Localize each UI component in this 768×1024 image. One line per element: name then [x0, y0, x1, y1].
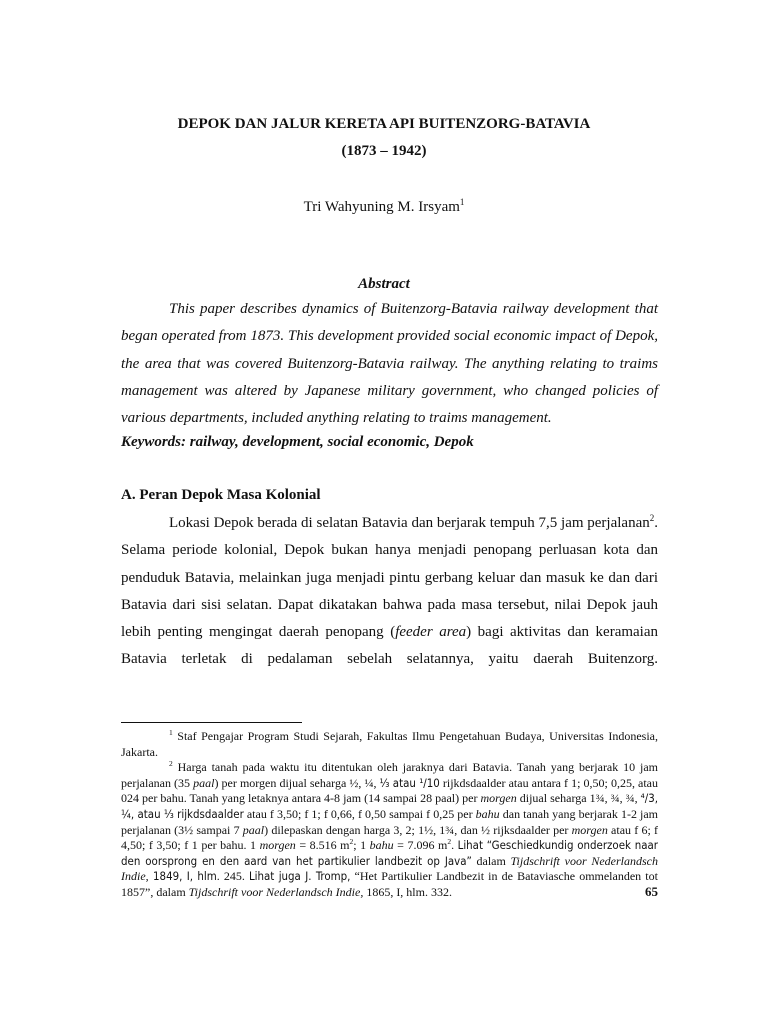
fn2-part-p: 1865, I, hlm. 332.: [363, 884, 452, 899]
section-a-text-part-1: . Selama periode kolonial, Depok bukan hanya menjadi penopang perluasan kota dan penduduk Batavia, melainkan juga menjadi pintu gerbang keluar dan masuk ke dan dari Batavia dari sisi selatan. Dapat dikatakan bahwa pada masa tersebut, nilai Depok jauh lebih penting mengingat daerah penopang (: [121, 515, 658, 641]
fn2-citation-1: Lihat “Geschiedkundig onderzoek naar den oorsprong en den aard van het partikulier landbezit op Java”: [121, 838, 658, 868]
section-a-heading: A. Peran Depok Masa Kolonial: [121, 487, 321, 503]
fn2-journal-1: Tijdschrift voor Nederlandsch Indie,: [121, 853, 658, 884]
fn2-morgen-term-2: morgen: [571, 822, 608, 837]
fn2-square-1: 2: [349, 837, 354, 847]
abstract-text: This paper describes dynamics of Buitenzorg-Batavia railway development that began operated from 1873. This development provided social economic impact of Depok, the area that was covered Buitenzorg-Batavia railway. The anything relating to traims management was altered by Japanese military government, who changed policies of various departments, included anything relating to traims management.: [121, 301, 658, 427]
fn2-part-i: = 8.516 m: [295, 838, 350, 853]
fn2-part-f: dan tanah yang berjarak 1-2 jam perjalanan (3½ sampai 7: [121, 806, 659, 837]
fn2-citation-3: Lihat juga J. Tromp,: [248, 869, 351, 884]
footnote-2-mark[interactable]: 2: [649, 513, 655, 523]
fn2-paal-term: paal: [193, 775, 215, 790]
fn2-part-d: dijual seharga 1¾, ¾, ¾,: [516, 791, 641, 806]
fn2-part-b: ) per morgen dijual seharga ½, ¼,: [214, 775, 380, 790]
fn2-part-j: ; 1: [353, 838, 370, 853]
footnote-divider: [121, 722, 302, 723]
author-footnote-mark[interactable]: 1: [459, 197, 465, 207]
fn2-fractions-1: ⅓ atau ¹/10: [379, 775, 440, 790]
section-a-paragraph: [121, 510, 658, 674]
fn2-part-g: ) dilepaskan dengan harga 3, 2; 1½, 1¾, dan ½ rijksdaalder per: [264, 822, 572, 837]
fn2-part-e: atau f 3,50; f 1; f 0,66, f 0,50 sampai f 0,25 per: [243, 806, 476, 821]
fn2-bahu-term: bahu: [475, 806, 500, 821]
footnote-1-marker: 1: [169, 728, 173, 737]
section-a-text-part-2: ) bagi aktivitas dan keramaian Batavia terletak di pedalaman sebelah selatannya, yaitu daerah Buitenzorg.: [121, 624, 659, 668]
author-name: Tri Wahyuning M. Irsyam: [303, 199, 460, 215]
footnote-2-marker: 2: [169, 759, 173, 769]
fn2-part-l: .: [451, 838, 458, 853]
abstract-body: [121, 296, 658, 432]
footnote-1-text: Staf Pengajar Program Studi Sejarah, Fakultas Ilmu Pengetahuan Budaya, Universitas Indonesia, Jakarta.: [121, 729, 658, 759]
keywords-line: Keywords: railway, development, social economic, Depok: [121, 434, 474, 450]
fn2-citation-2: 1849, I, hlm: [148, 869, 217, 884]
fn2-part-h: atau f 6; f 4,50; f 3,50; f 1 per bahu. 1: [121, 822, 658, 853]
fn2-square-2: 2: [447, 837, 452, 847]
fn2-part-o: “Het Partikulier Landbezit in de Bataviasche ommelanden tot 1857”, dalam: [121, 869, 658, 899]
paper-title: DEPOK DAN JALUR KERETA API BUITENZORG-BATAVIA: [177, 116, 591, 132]
fn2-morgen-term: morgen: [480, 791, 517, 806]
fn2-part-c: rijkdsdaalder atau antara f 1; 0,50; 0,25, atau 024 per bahu. Tanah yang letaknya antara 4-8 jam (14 sampai 28 paal) per: [121, 775, 659, 806]
feeder-area-term: feeder area: [395, 624, 467, 641]
fn2-part-m: dalam: [471, 853, 511, 868]
footnote-2: [121, 760, 658, 900]
footnotes: [121, 729, 658, 901]
fn2-morgen-term-3: morgen: [259, 838, 296, 853]
abstract-heading: Abstract: [358, 276, 410, 292]
footnote-1: [121, 729, 658, 760]
author-line: [0, 197, 768, 216]
fn2-part-a: Harga tanah pada waktu itu ditentukan oleh jaraknya dari Batavia. Tanah yang berjarak 10 jam perjalanan (35: [121, 760, 658, 790]
fn2-bahu-term-2: bahu: [369, 838, 394, 853]
fn2-paal-term-2: paal: [242, 822, 265, 837]
fn2-part-k: = 7.096 m: [393, 838, 448, 853]
fn2-fractions-2: ⁴/3, ¼, atau ⅓ rijkdsdaalder: [121, 791, 658, 821]
page-number: 65: [645, 884, 658, 899]
fn2-part-n: . 245.: [216, 869, 249, 884]
paper-years: (1873 – 1942): [341, 143, 427, 159]
section-a-body: [121, 510, 658, 674]
fn2-journal-2: Tijdschrift voor Nederlandsch Indie,: [188, 884, 364, 899]
section-a-sentence-1: Lokasi Depok berada di selatan Batavia dan berjarak tempuh 7,5 jam perjalanan: [169, 515, 650, 531]
